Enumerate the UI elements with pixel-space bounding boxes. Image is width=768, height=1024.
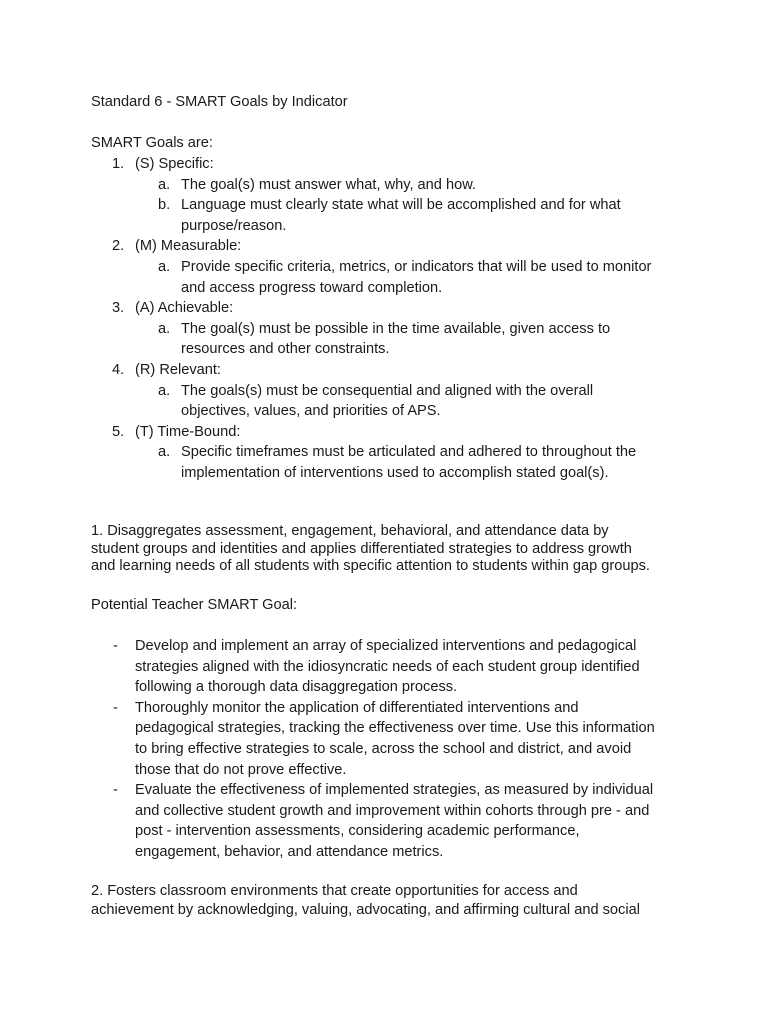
bullet-text: engagement, behavior, and attendance metrics.: [135, 844, 444, 860]
indicator-2-line: 2. Fosters classroom environments that create opportunities for access and: [91, 883, 578, 899]
smart-sub-letter: a.: [158, 320, 171, 337]
bullet-text: strategies aligned with the idiosyncratic needs of each student group identified: [135, 658, 640, 675]
bullet-text: those that do not prove effective.: [135, 761, 347, 778]
smart-sub-text: The goal(s) must be possible in the time available, given access to: [181, 320, 611, 337]
smart-sub-text: Provide specific criteria, metrics, or indicators that will be used to monitor: [181, 259, 652, 275]
smart-sub-text: The goal(s) must answer what, why, and how.: [181, 176, 476, 193]
smart-sub-text: purpose/reason.: [181, 217, 287, 234]
smart-sub-text: Language must clearly state what will be accomplished and for what: [181, 197, 621, 214]
smart-item-number: 2.: [112, 238, 125, 255]
smart-sub-text: resources and other constraints.: [181, 341, 390, 358]
indicator-1-line: and learning needs of all students with specific attention to students within gap groups.: [91, 558, 650, 575]
smart-item-label: (A) Achievable:: [135, 300, 234, 317]
smart-item-number: 5.: [112, 423, 125, 440]
smart-sub-text: and access progress toward completion.: [181, 279, 443, 296]
smart-item-label: (R) Relevant:: [135, 362, 221, 378]
indicator-2-line: achievement by acknowledging, valuing, advocating, and affirming cultural and social: [91, 902, 640, 918]
smart-intro: SMART Goals are:: [91, 135, 213, 151]
smart-item-number: 1.: [112, 156, 125, 172]
potential-goal-label: Potential Teacher SMART Goal:: [91, 597, 298, 613]
indicator-1-line: 1. Disaggregates assessment, engagement, behavioral, and attendance data by: [91, 523, 609, 539]
smart-sub-text: Specific timeframes must be articulated and adhered to throughout the: [181, 444, 637, 461]
smart-sub-text: objectives, values, and priorities of APS.: [181, 403, 441, 420]
bullet-text: Evaluate the effectiveness of implemented strategies, as measured by individual: [135, 782, 654, 799]
smart-item-number: 3.: [112, 300, 125, 317]
smart-sub-letter: a.: [158, 444, 171, 461]
bullet-marker: -: [113, 782, 118, 799]
smart-sub-text: implementation of interventions used to accomplish stated goal(s).: [181, 465, 609, 481]
bullet-text: Thoroughly monitor the application of differentiated interventions and: [135, 699, 579, 716]
document-title: Standard 6 - SMART Goals by Indicator: [91, 94, 348, 110]
bullet-text: pedagogical strategies, tracking the effectiveness over time. Use this information: [135, 720, 655, 737]
bullet-marker: -: [113, 699, 118, 716]
smart-sub-text: The goals(s) must be consequential and aligned with the overall: [181, 382, 594, 399]
smart-item-label: (S) Specific:: [135, 156, 214, 172]
smart-sub-letter: a.: [158, 259, 171, 275]
bullet-text: and collective student growth and improvement within cohorts through pre - and: [135, 802, 650, 819]
smart-item-label: (T) Time-Bound:: [135, 423, 241, 440]
bullet-text: Develop and implement an array of specialized interventions and pedagogical: [135, 638, 637, 654]
smart-item-label: (M) Measurable:: [135, 238, 242, 255]
bullet-text: following a thorough data disaggregation process.: [135, 679, 458, 696]
bullet-text: post - intervention assessments, considering academic performance,: [135, 823, 580, 840]
smart-sub-letter: a.: [158, 176, 171, 193]
smart-item-number: 4.: [112, 362, 125, 378]
indicator-1-line: student groups and identities and applies differentiated strategies to address growth: [91, 540, 632, 557]
smart-sub-letter: b.: [158, 197, 171, 214]
bullet-text: to bring effective strategies to scale, across the school and district, and avoid: [135, 741, 632, 757]
smart-sub-letter: a.: [158, 382, 171, 399]
bullet-marker: -: [113, 638, 118, 654]
